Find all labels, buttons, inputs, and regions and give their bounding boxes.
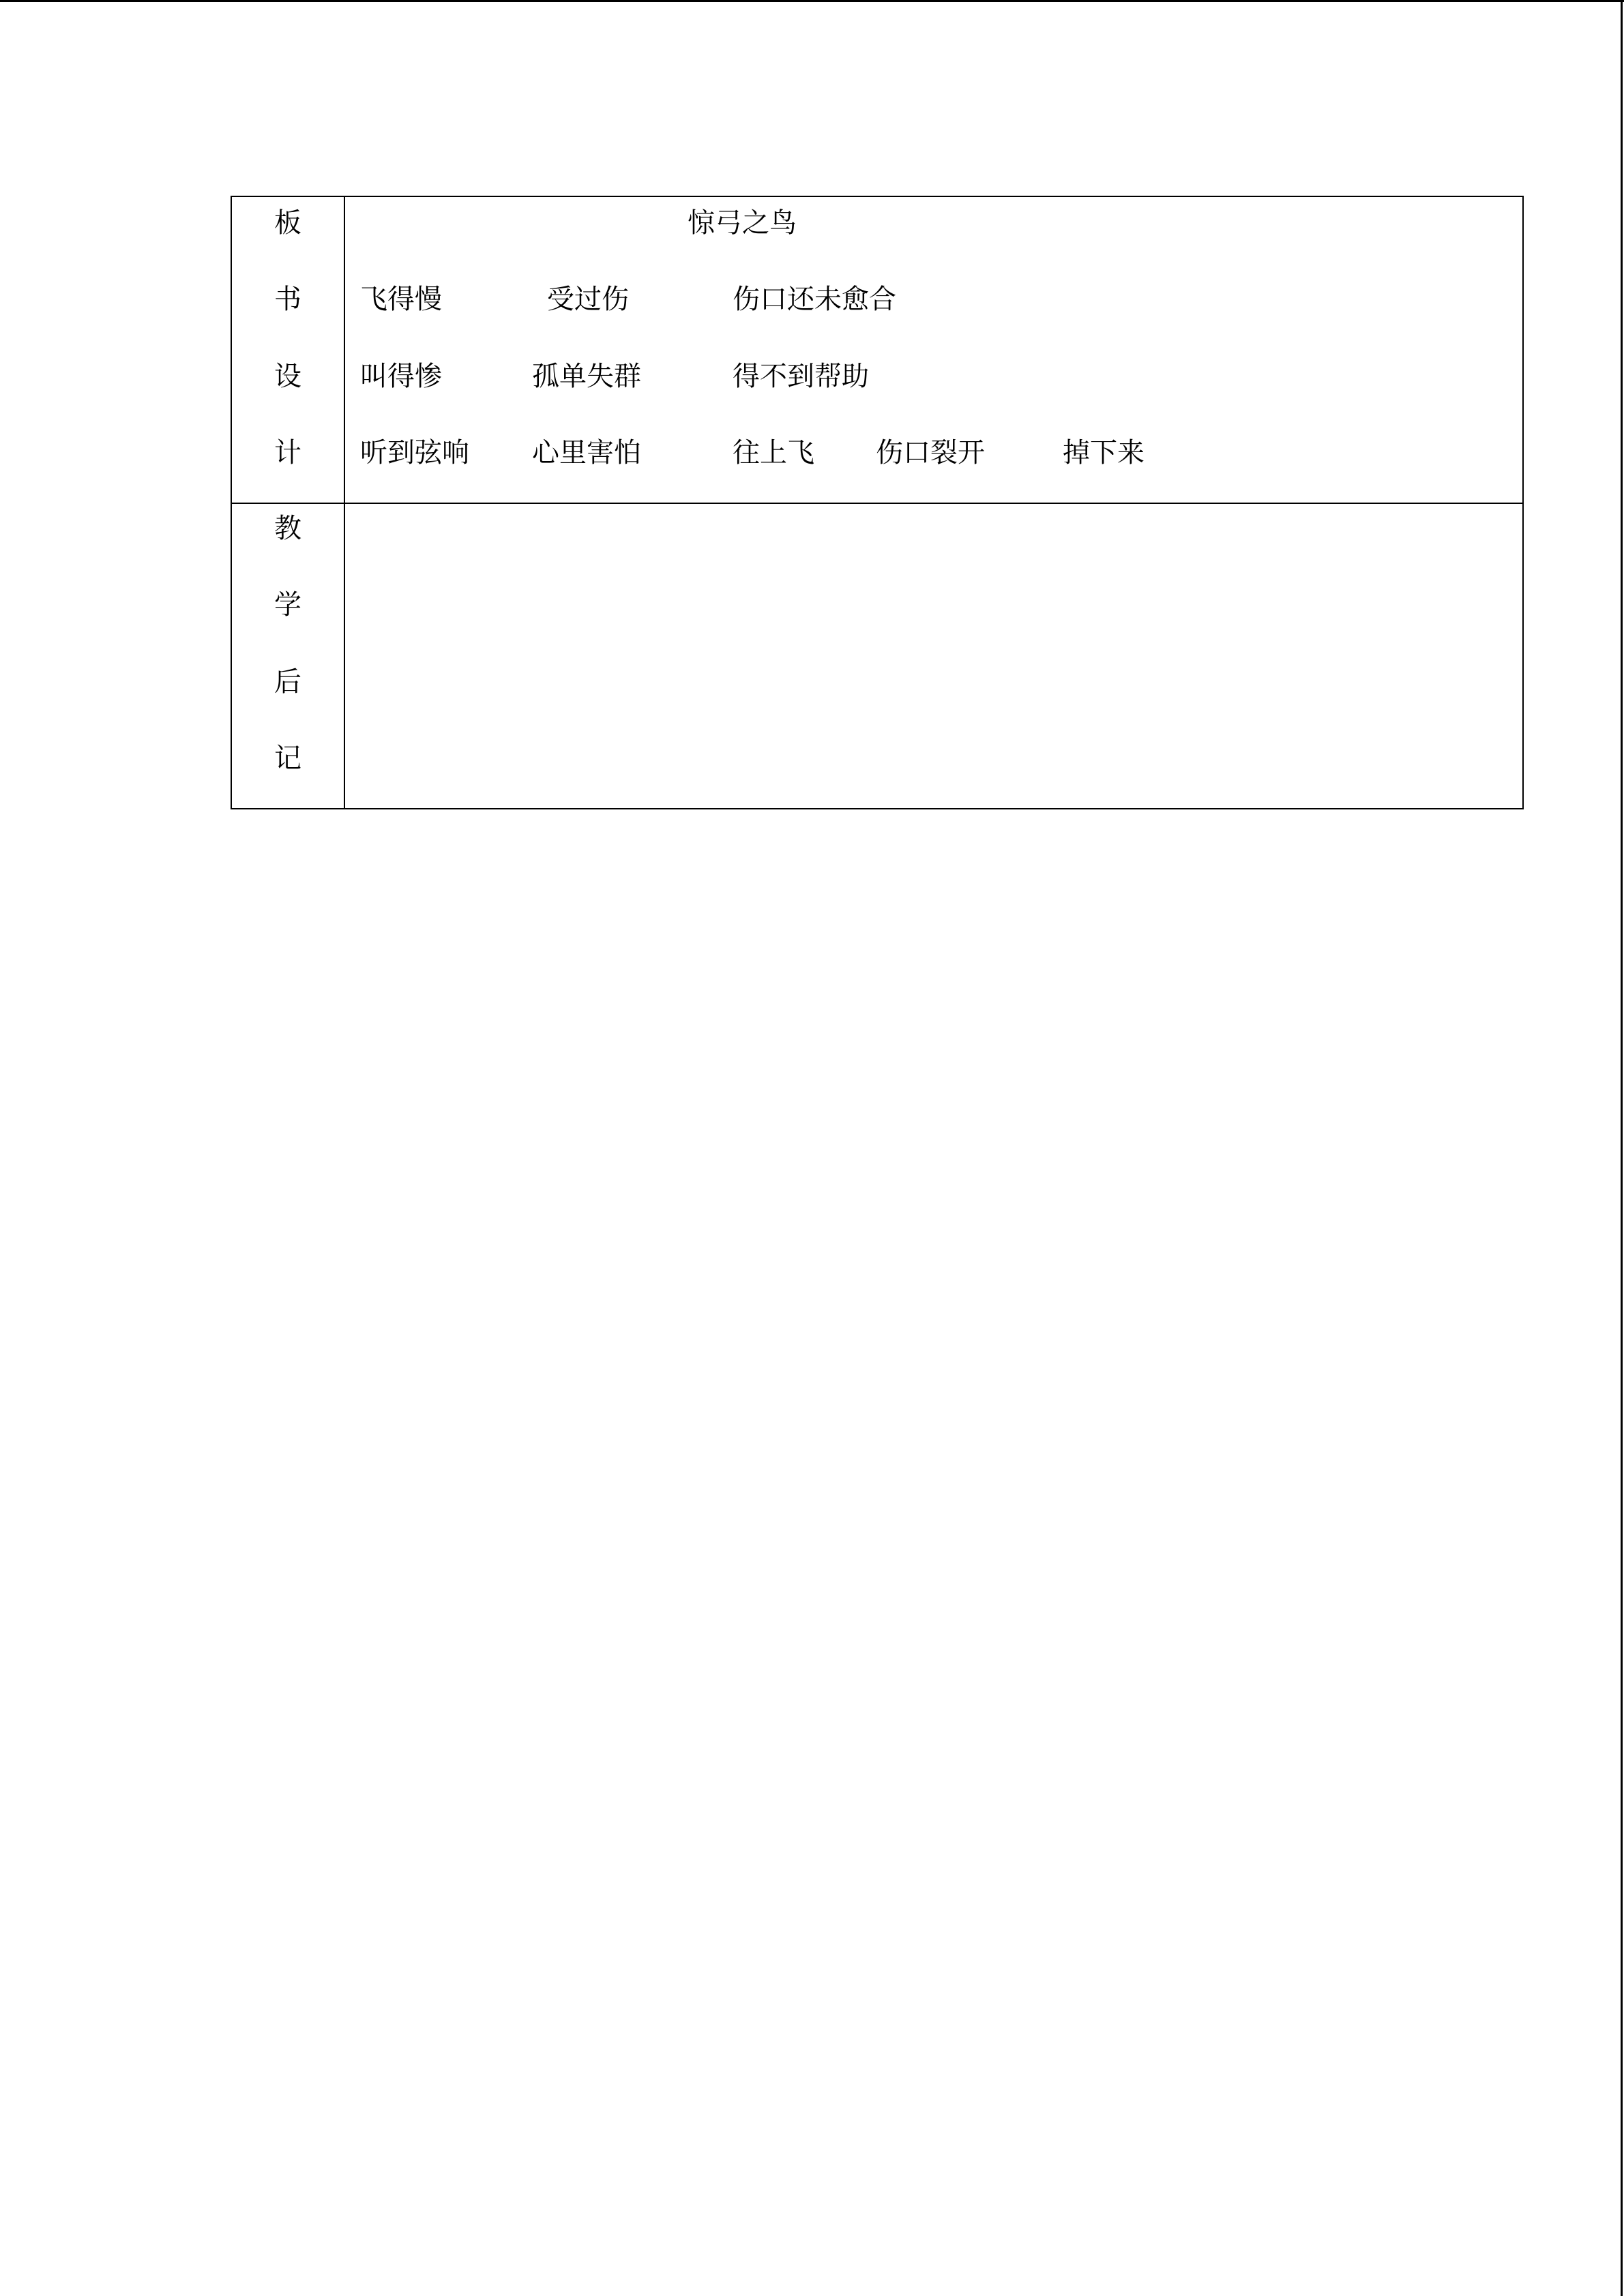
board-row-1-item: 伤口还未愈合 (733, 284, 896, 315)
board-row-3-item: 心里害怕 (532, 437, 641, 468)
board-row-2-item: 孤单失群 (532, 361, 641, 392)
board-row-1-item: 飞得慢 (360, 284, 442, 315)
board-row-1-item: 受过伤 (547, 284, 629, 315)
label-char: 书 (274, 284, 301, 315)
label-char: 设 (274, 361, 301, 392)
board-row-2-item: 得不到帮助 (733, 361, 869, 392)
label-char: 学 (274, 589, 301, 621)
board-title: 惊弓之鸟 (688, 207, 797, 239)
board-row-3-item: 往上飞 (733, 437, 814, 468)
board-row-3-item: 听到弦响 (360, 437, 469, 468)
label-char: 记 (274, 743, 301, 774)
board-design-label (232, 197, 344, 503)
lesson-table (231, 196, 1524, 809)
label-char: 计 (274, 437, 301, 468)
label-char: 板 (274, 207, 301, 239)
board-row-2-item: 叫得惨 (360, 361, 442, 392)
board-row-3-item: 掉下来 (1063, 437, 1145, 468)
board-row-3-item: 伤口裂开 (876, 437, 985, 468)
label-char: 后 (274, 666, 301, 698)
label-char: 教 (274, 513, 301, 544)
row-divider (232, 503, 1522, 504)
teaching-notes-label (232, 504, 344, 809)
page-top-border (0, 0, 1624, 2)
page-right-border (1621, 0, 1623, 2296)
